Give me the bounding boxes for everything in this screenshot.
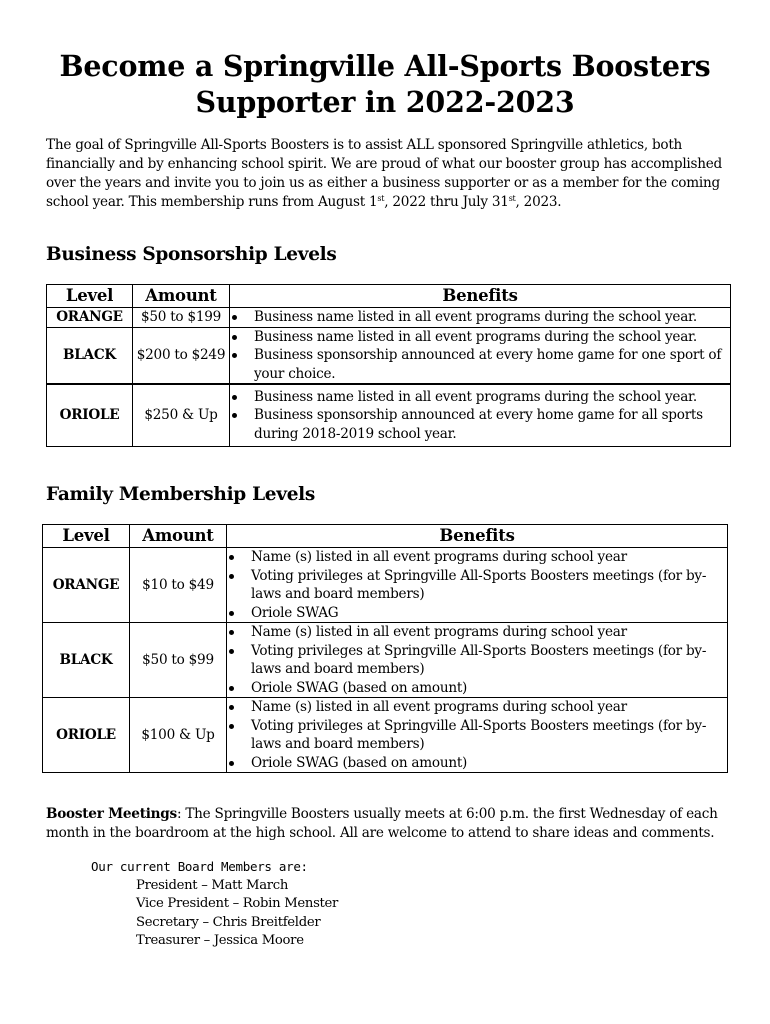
intro-paragraph: [46, 136, 736, 212]
business-header-benefits: Benefits: [230, 285, 731, 308]
meetings-paragraph: [46, 805, 736, 843]
board-member-treasurer: Treasurer – Jessica Moore: [136, 933, 304, 948]
list-item: Oriole SWAG (based on amount): [227, 754, 727, 773]
list-item: Business name listed in all event programs during the school year.: [230, 388, 730, 407]
family-table: [42, 524, 728, 773]
business-header-row: [47, 285, 731, 308]
list-item: Business sponsorship announced at every home game for one sport of your choice.: [230, 346, 730, 383]
table-row: [43, 548, 728, 623]
family-header-row: [43, 525, 728, 548]
meetings-text: : The Springville Boosters usually meets at 6:00 p.m. the first Wednesday of each month in the boardroom at the high school. All are welcome to attend to share ideas and comments.: [46, 806, 718, 841]
family-amount-black: $50 to $99: [130, 623, 227, 698]
list-item: Name (s) listed in all event programs during school year: [227, 698, 727, 717]
board-intro: Our current Board Members are:: [91, 859, 308, 874]
business-benefits-orange: [230, 308, 731, 328]
list-item: Business sponsorship announced at every home game for all sports during 2018-2019 school year.: [230, 406, 730, 443]
list-item: Oriole SWAG: [227, 604, 727, 623]
business-heading: Business Sponsorship Levels: [46, 244, 337, 265]
table-row: [47, 384, 731, 446]
family-amount-orange: $10 to $49: [130, 548, 227, 623]
family-level-black: BLACK: [43, 623, 130, 698]
list-item: Voting privileges at Springville All-Sports Boosters meetings (for by-laws and board members): [227, 717, 727, 754]
business-header-level: Level: [47, 285, 133, 308]
family-header-level: Level: [43, 525, 130, 548]
list-item: Business name listed in all event programs during the school year.: [230, 328, 730, 347]
table-row: [43, 698, 728, 773]
intro-text-2: , 2022 thru July 31: [384, 194, 509, 210]
family-level-orange: ORANGE: [43, 548, 130, 623]
family-level-oriole: ORIOLE: [43, 698, 130, 773]
business-benefits-black: [230, 327, 731, 384]
table-row: [43, 623, 728, 698]
table-row: [47, 308, 731, 328]
meetings-label: Booster Meetings: [46, 806, 177, 822]
business-benefits-oriole: [230, 384, 731, 446]
intro-sup-1: st: [377, 194, 385, 203]
board-members: [91, 858, 338, 951]
business-level-black: BLACK: [47, 327, 133, 384]
list-item: Oriole SWAG (based on amount): [227, 679, 727, 698]
family-amount-oriole: $100 & Up: [130, 698, 227, 773]
business-amount-black: $200 to $249: [133, 327, 230, 384]
intro-text-1: The goal of Springville All-Sports Boosters is to assist ALL sponsored Springville athletics, both financially and by enhancing school spirit. We are proud of what our booster group has accomplished over the years and invite you to join us as either a business supporter or as a member for the coming school year. This membership runs from August 1: [46, 137, 723, 210]
intro-sup-2: st: [508, 194, 516, 203]
family-heading: Family Membership Levels: [46, 484, 316, 505]
family-benefits-oriole: [227, 698, 728, 773]
family-header-amount: Amount: [130, 525, 227, 548]
list-item: Name (s) listed in all event programs during school year: [227, 623, 727, 642]
family-header-benefits: Benefits: [227, 525, 728, 548]
list-item: Voting privileges at Springville All-Sports Boosters meetings (for by-laws and board members): [227, 567, 727, 604]
list-item: Business name listed in all event programs during the school year.: [230, 308, 730, 327]
business-level-orange: ORANGE: [47, 308, 133, 328]
title-line-1: Become a Springville All-Sports Boosters: [59, 49, 711, 83]
page-title: [30, 48, 740, 120]
board-member-president: President – Matt March: [136, 877, 289, 893]
business-table: [46, 284, 731, 447]
business-amount-oriole: $250 & Up: [133, 384, 230, 446]
title-line-2: Supporter in 2022-2023: [195, 85, 575, 119]
list-item: Name (s) listed in all event programs during school year: [227, 548, 727, 567]
list-item: Voting privileges at Springville All-Sports Boosters meetings (for by-laws and board members): [227, 642, 727, 679]
intro-text-3: , 2023.: [515, 194, 562, 210]
business-amount-orange: $50 to $199: [133, 308, 230, 328]
business-header-amount: Amount: [133, 285, 230, 308]
board-member-secretary: Secretary – Chris Breitfelder: [136, 914, 321, 930]
table-row: [47, 327, 731, 384]
business-level-oriole: ORIOLE: [47, 384, 133, 446]
board-member-vice-president: Vice President – Robin Menster: [136, 896, 339, 911]
family-benefits-orange: [227, 548, 728, 623]
family-benefits-black: [227, 623, 728, 698]
